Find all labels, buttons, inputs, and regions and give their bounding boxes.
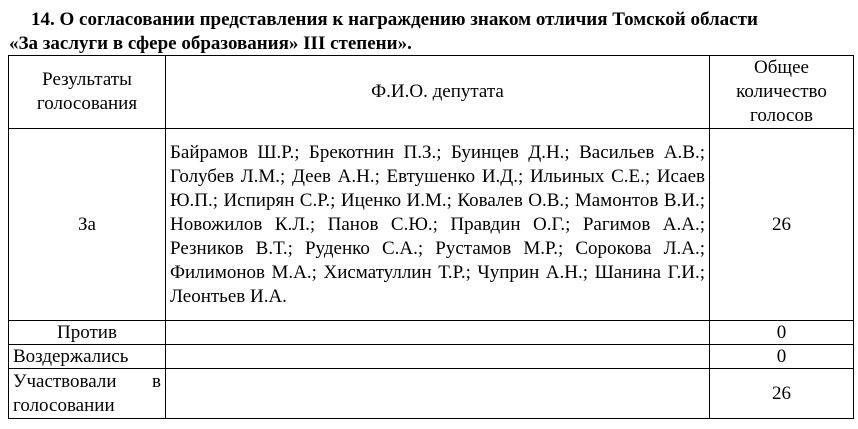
heading-line-1: 14. О согласовании представления к награждению знаком отличия Томской области (31, 9, 758, 30)
table-row-for (9, 129, 854, 321)
vote-count-against: 0 (710, 321, 854, 345)
vote-count-abstain: 0 (710, 345, 854, 369)
vote-count-for: 26 (710, 129, 854, 321)
vote-count-participated: 26 (710, 369, 854, 419)
table-header-row (9, 56, 854, 129)
table-row-against (9, 321, 854, 345)
table-row-participated (9, 369, 854, 419)
voting-results-table (8, 55, 854, 419)
result-label-for: За (9, 129, 166, 321)
header-deputy-name: Ф.И.О. депутата (166, 56, 710, 129)
deputies-list-for: Байрамов Ш.Р.; Брекотнин П.З.; Буинцев Д.Н.; Васильев А.В.; Голубев Л.М.; Деев А.Н.; Евтушенко И.Д.; Ильиных С.Е.; Исаев Ю.П.; Испирян С.Р.; Иценко И.М.; Ковалев О.В.; Мамонтов В.И.; Новожилов К.Л.; Панов С.Ю.; Правдин О.Г.; Рагимов А.А.; Резников В.Т.; Руденко С.А.; Рустамов М.Р.; Сорокова Л.А.; Филимонов М.А.; Хисматуллин Т.Р.; Чуприн А.Н.; Шанина Г.И.; Леонтьев И.А. (166, 129, 710, 321)
deputies-list-abstain (166, 345, 710, 369)
deputies-list-against (166, 321, 710, 345)
section-heading (9, 8, 854, 56)
result-label-against: Против (9, 321, 166, 345)
result-label-participated: Участвовали в голосовании (9, 369, 166, 419)
deputies-list-participated (166, 369, 710, 419)
result-label-abstain: Воздержались (9, 345, 166, 369)
heading-line-2: «За заслуги в сфере образования» III степени». (9, 33, 412, 54)
header-total-votes: Общее количество голосов (710, 56, 854, 129)
header-results: Результаты голосования (9, 56, 166, 129)
table-row-abstain (9, 345, 854, 369)
